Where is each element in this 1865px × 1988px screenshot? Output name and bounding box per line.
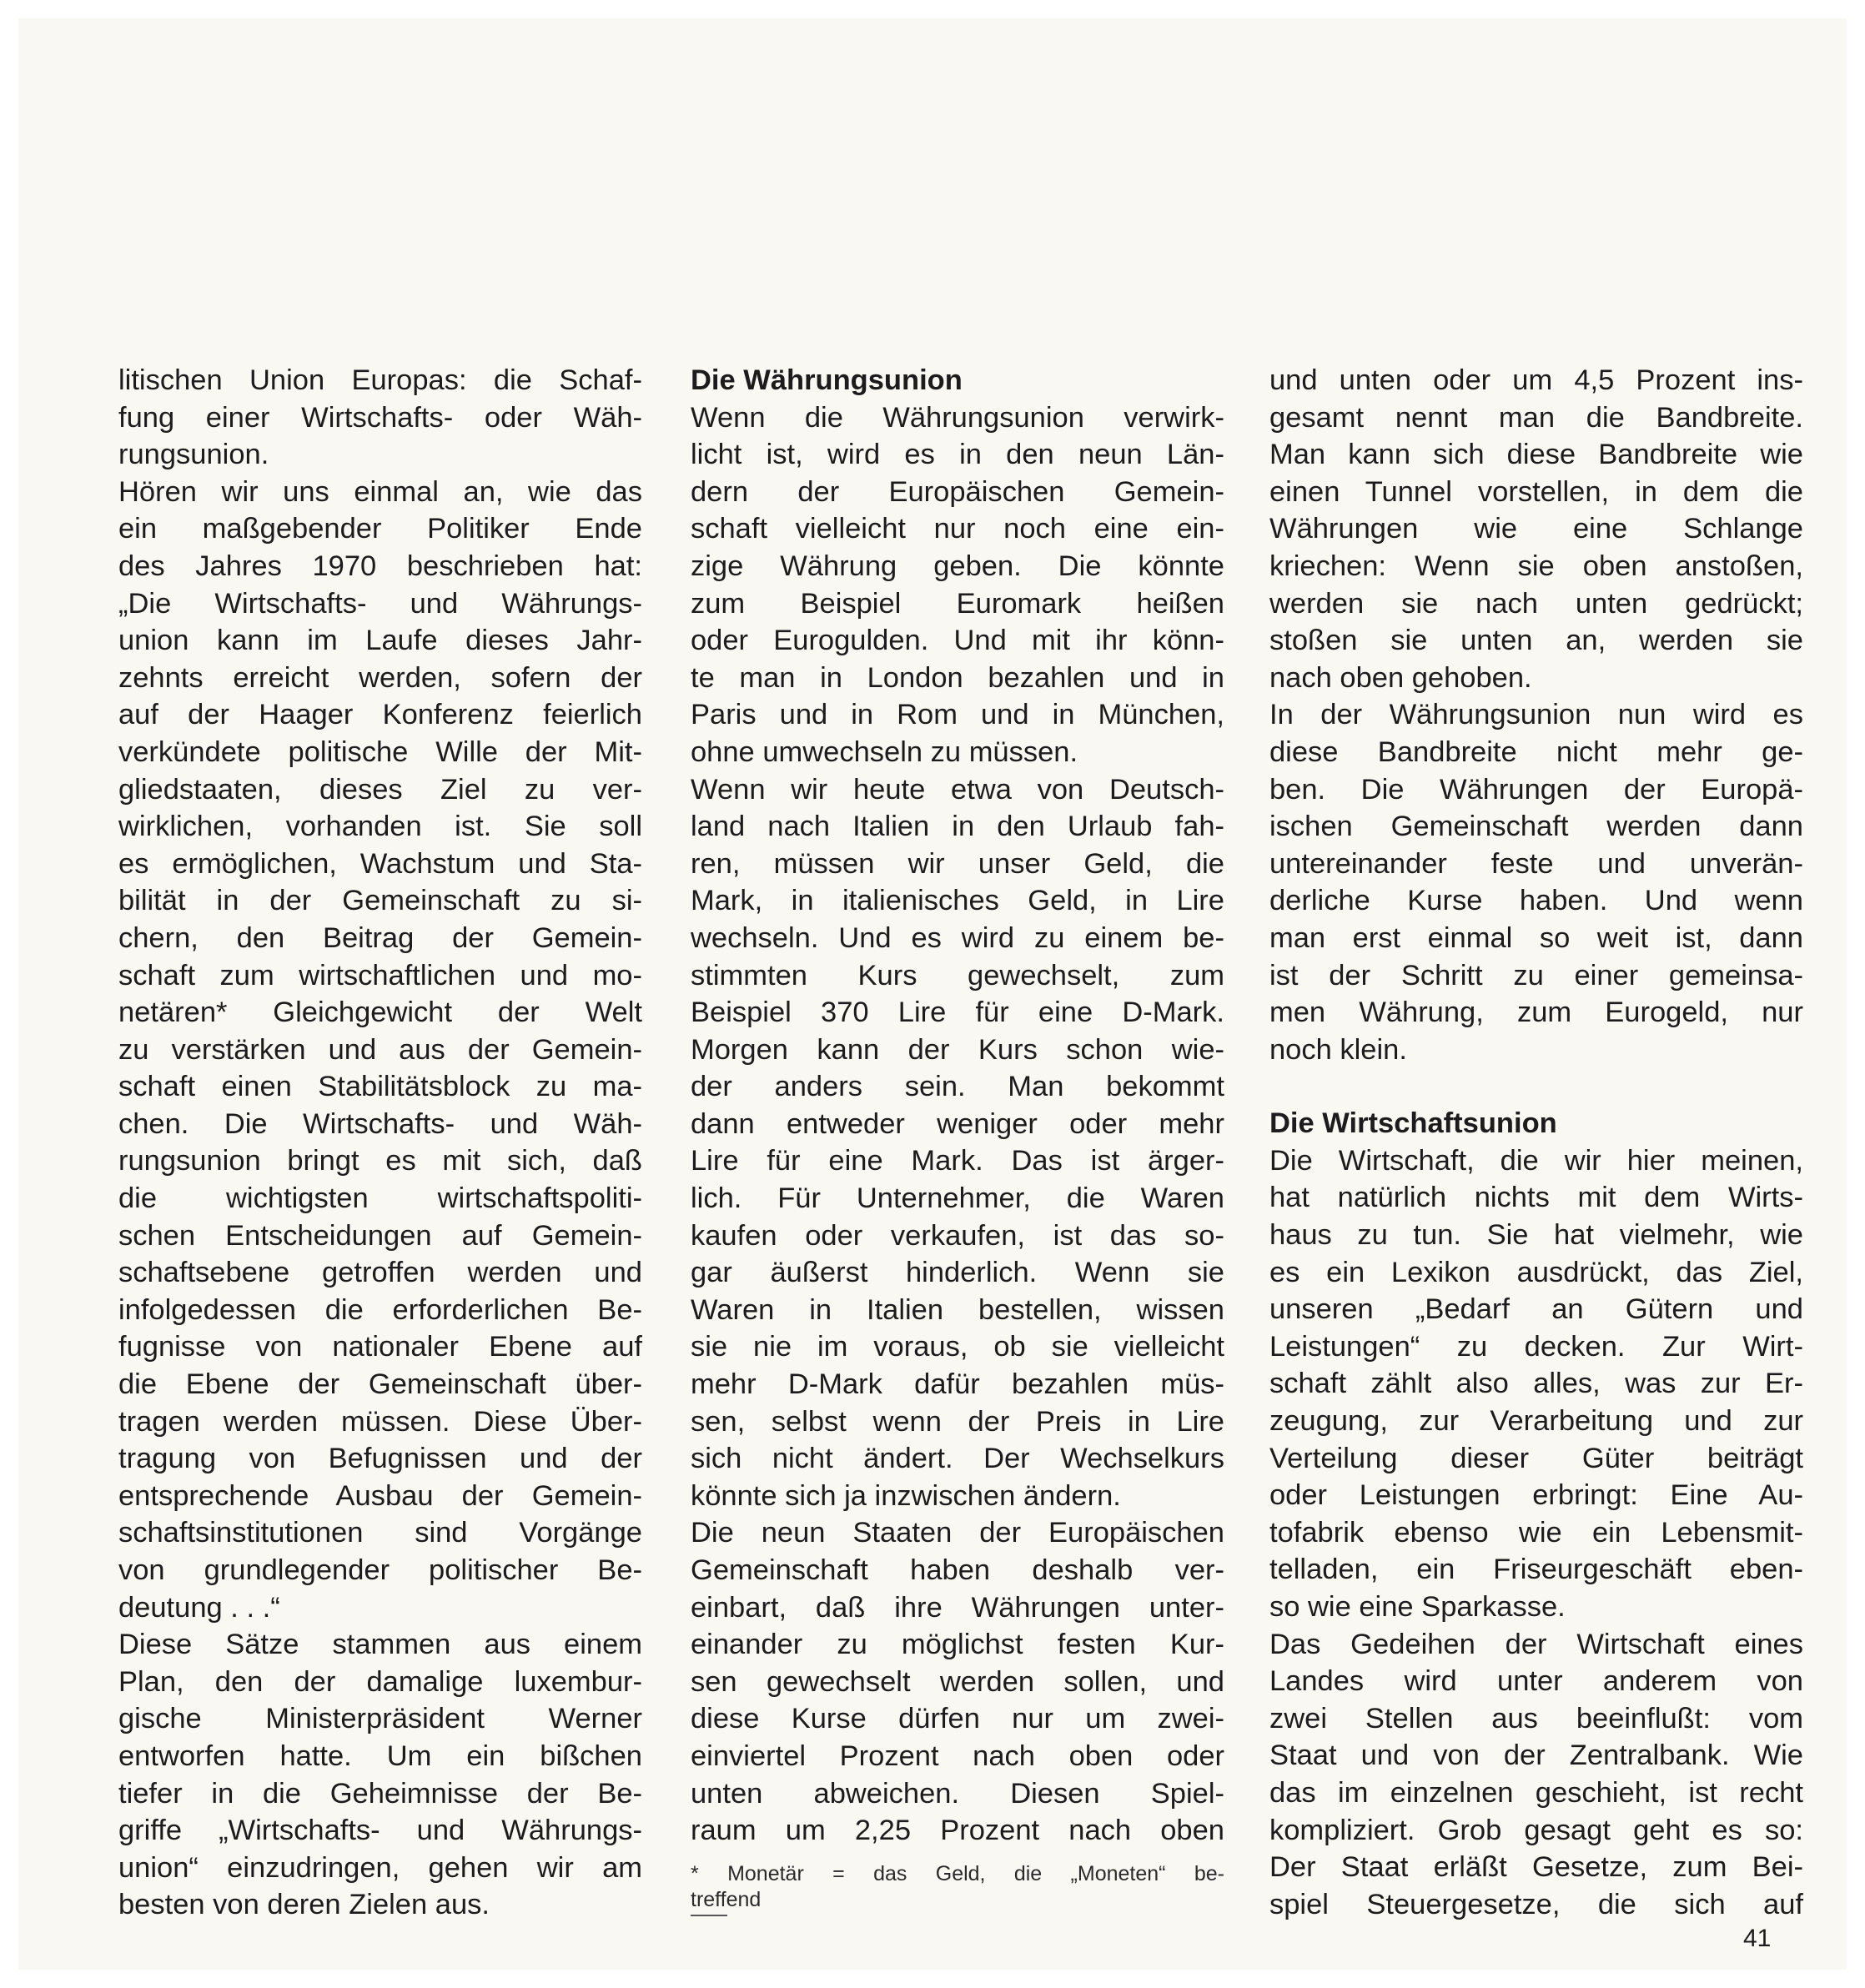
footnote xyxy=(691,1861,1224,1916)
text-line: schaftsinstitutionen sind Vorgänge xyxy=(118,1517,642,1549)
text-line: nach oben gehoben. xyxy=(1269,661,1532,694)
text-line: schaftsebene getroffen werden und xyxy=(118,1257,642,1289)
text-line: ren, müssen wir unser Geld, die xyxy=(691,847,1224,880)
text-line: tragen werden müssen. Diese Über- xyxy=(118,1405,642,1438)
text-line: union kann im Laufe dieses Jahr- xyxy=(118,625,642,657)
text-line: unten abweichen. Diesen Spiel- xyxy=(691,1777,1224,1810)
text-line: zige Währung geben. Die könnte xyxy=(691,550,1224,582)
text-line: sie nie im voraus, ob sie vielleicht xyxy=(691,1331,1224,1363)
text-line: auf der Haager Konferenz feierlich xyxy=(118,699,642,731)
text-line: des Jahres 1970 beschrieben hat: xyxy=(118,550,642,582)
text-line: oder Leistungen erbringt: Eine Au- xyxy=(1269,1479,1803,1512)
text-line: verkündete politische Wille der Mit- xyxy=(118,735,642,768)
text-line: der anders sein. Man bekommt xyxy=(691,1071,1224,1103)
text-column-right xyxy=(1269,362,1803,1923)
text-line: dann entweder weniger oder mehr xyxy=(691,1107,1224,1140)
text-line: rungsunion. xyxy=(118,439,269,471)
text-line: von grundlegender politischer Be- xyxy=(118,1554,642,1586)
text-line: gliedstaaten, dieses Ziel zu ver- xyxy=(118,773,642,806)
text-line: Plan, den der damalige luxembur- xyxy=(118,1665,642,1698)
text-line: Gemeinschaft haben deshalb ver- xyxy=(691,1554,1224,1586)
text-line: ist der Schritt zu einer gemeinsa- xyxy=(1269,959,1803,991)
text-line: zu verstärken und aus der Gemein- xyxy=(118,1033,642,1066)
text-line: es ermöglichen, Wachstum und Sta- xyxy=(118,847,642,880)
text-line: union“ einzudringen, gehen wir am xyxy=(118,1851,642,1884)
text-line: zum Beispiel Euromark heißen xyxy=(691,587,1224,620)
text-line: schen Entscheidungen auf Gemein- xyxy=(118,1219,642,1252)
text-line: zwei Stellen aus beeinflußt: vom xyxy=(1269,1702,1803,1734)
text-line: man erst einmal so weit ist, dann xyxy=(1269,921,1803,954)
text-line: unseren „Bedarf an Gütern und xyxy=(1269,1293,1803,1326)
text-line: Leistungen“ zu decken. Zur Wirt- xyxy=(1269,1330,1803,1363)
text-line: ben. Die Währungen der Europä- xyxy=(1269,773,1803,806)
text-line: zehnts erreicht werden, sofern der xyxy=(118,661,642,694)
text-line: einviertel Prozent nach oben oder xyxy=(691,1740,1224,1772)
text-line: chen. Die Wirtschafts- und Wäh- xyxy=(118,1107,642,1140)
text-line: besten von deren Zielen aus. xyxy=(118,1889,490,1921)
text-line: kaufen oder verkaufen, ist das so- xyxy=(691,1219,1224,1252)
section-heading: Die Wirtschaftsunion xyxy=(1269,1107,1557,1140)
text-line: Lire für eine Mark. Das ist ärger- xyxy=(691,1145,1224,1177)
text-line: noch klein. xyxy=(1269,1033,1407,1066)
text-line: licht ist, wird es in den neun Län- xyxy=(691,439,1224,471)
text-line: deutung . . .“ xyxy=(118,1591,280,1624)
footnote-line: * Monetär = das Geld, die „Moneten“ be- xyxy=(691,1861,1224,1885)
text-line: schaft zählt also alles, was zur Er- xyxy=(1269,1368,1803,1400)
text-line: das im einzelnen geschieht, ist recht xyxy=(1269,1776,1803,1809)
text-line: wechseln. Und es wird zu einem be- xyxy=(691,921,1224,954)
text-line: entworfen hatte. Um ein bißchen xyxy=(118,1740,642,1772)
text-line: schaft vielleicht nur noch eine ein- xyxy=(691,513,1224,545)
text-line: und unten oder um 4,5 Prozent ins- xyxy=(1269,364,1803,396)
text-line: Der Staat erläßt Gesetze, zum Bei- xyxy=(1269,1851,1803,1884)
text-line: die Ebene der Gemeinschaft über- xyxy=(118,1368,642,1401)
text-line: Währungen wie eine Schlange xyxy=(1269,513,1803,545)
section-heading: Die Währungsunion xyxy=(691,364,963,396)
text-line: netären* Gleichgewicht der Welt xyxy=(118,997,642,1029)
text-line: ischen Gemeinschaft werden dann xyxy=(1269,811,1803,843)
text-line: chern, den Beitrag der Gemein- xyxy=(118,921,642,954)
text-line: derliche Kurse haben. Und wenn xyxy=(1269,885,1803,917)
text-line: fung einer Wirtschafts- oder Wäh- xyxy=(118,401,642,434)
text-line: schaft einen Stabilitätsblock zu ma- xyxy=(118,1071,642,1103)
text-line: fugnisse von nationaler Ebene auf xyxy=(118,1331,642,1363)
text-line: stoßen sie unten an, werden sie xyxy=(1269,625,1803,657)
text-line: land nach Italien in den Urlaub fah- xyxy=(691,811,1224,843)
text-line: diese Bandbreite nicht mehr ge- xyxy=(1269,735,1803,768)
text-line: tofabrik ebenso wie ein Lebensmit- xyxy=(1269,1516,1803,1549)
text-line: kompliziert. Grob gesagt geht es so: xyxy=(1269,1814,1803,1846)
text-line: „Die Wirtschafts- und Währungs- xyxy=(118,587,642,620)
text-line: Das Gedeihen der Wirtschaft eines xyxy=(1269,1628,1803,1660)
text-line: entsprechende Ausbau der Gemein- xyxy=(118,1479,642,1512)
text-line: Man kann sich diese Bandbreite wie xyxy=(1269,439,1803,471)
text-line: es ein Lexikon ausdrückt, das Ziel, xyxy=(1269,1256,1803,1288)
text-column-middle xyxy=(691,362,1224,1916)
text-line: lich. Für Unternehmer, die Waren xyxy=(691,1182,1224,1215)
text-line: werden sie nach unten gedrückt; xyxy=(1269,587,1803,620)
text-column-left xyxy=(118,362,642,1924)
footnote-line: treffend xyxy=(691,1887,762,1911)
text-line: einbart, daß ihre Währungen unter- xyxy=(691,1591,1224,1624)
text-line: ohne umwechseln zu müssen. xyxy=(691,735,1078,768)
text-line: infolgedessen die erforderlichen Be- xyxy=(118,1293,642,1326)
text-line: spiel Steuergesetze, die sich auf xyxy=(1269,1888,1803,1920)
text-line: litischen Union Europas: die Schaf- xyxy=(118,364,642,396)
text-line: haus zu tun. Sie hat vielmehr, wie xyxy=(1269,1219,1803,1252)
text-line: Die neun Staaten der Europäischen xyxy=(691,1517,1224,1549)
text-line: einander zu möglichst festen Kur- xyxy=(691,1629,1224,1661)
page-number: 41 xyxy=(1743,1925,1772,1952)
text-line: sich nicht ändert. Der Wechselkurs xyxy=(691,1443,1224,1475)
text-line: tragung von Befugnissen und der xyxy=(118,1443,642,1475)
text-line: dern der Europäischen Gemein- xyxy=(691,475,1224,508)
text-line: gesamt nennt man die Bandbreite. xyxy=(1269,401,1803,434)
text-line: schaft zum wirtschaftlichen und mo- xyxy=(118,959,642,991)
text-line: gar äußerst hinderlich. Wenn sie xyxy=(691,1257,1224,1289)
text-line: könnte sich ja inzwischen ändern. xyxy=(691,1479,1121,1512)
text-line: sen, selbst wenn der Preis in Lire xyxy=(691,1405,1224,1438)
text-line: Verteilung dieser Güter beiträgt xyxy=(1269,1442,1803,1474)
text-line: Wenn wir heute etwa von Deutsch- xyxy=(691,773,1224,806)
text-line: Staat und von der Zentralbank. Wie xyxy=(1269,1740,1803,1772)
text-line: bilität in der Gemeinschaft zu si- xyxy=(118,885,642,917)
text-line: sen gewechselt werden sollen, und xyxy=(691,1665,1224,1698)
footnote-rule xyxy=(691,1915,727,1916)
page-sheet xyxy=(18,18,1847,1970)
text-line: Die Wirtschaft, die wir hier meinen, xyxy=(1269,1144,1803,1177)
text-line: telladen, ein Friseurgeschäft eben- xyxy=(1269,1554,1803,1586)
text-line: griffe „Wirtschafts- und Währungs- xyxy=(118,1815,642,1847)
text-line: einen Tunnel vorstellen, in dem die xyxy=(1269,475,1803,508)
text-line: wirklichen, vorhanden ist. Sie soll xyxy=(118,811,642,843)
text-line: zeugung, zur Verarbeitung und zur xyxy=(1269,1405,1803,1438)
text-line: rungsunion bringt es mit sich, daß xyxy=(118,1145,642,1177)
text-line: raum um 2,25 Prozent nach oben xyxy=(691,1815,1224,1847)
text-line: Morgen kann der Kurs schon wie- xyxy=(691,1033,1224,1066)
text-line: te man in London bezahlen und in xyxy=(691,661,1224,694)
text-line: gische Ministerpräsident Werner xyxy=(118,1703,642,1735)
text-line: diese Kurse dürfen nur um zwei- xyxy=(691,1703,1224,1735)
text-line: untereinander feste und unverän- xyxy=(1269,847,1803,880)
text-line: Paris und in Rom und in München, xyxy=(691,699,1224,731)
text-line: Waren in Italien bestellen, wissen xyxy=(691,1293,1224,1326)
text-line: stimmten Kurs gewechselt, zum xyxy=(691,959,1224,991)
text-line: Diese Sätze stammen aus einem xyxy=(118,1629,642,1661)
text-line: tiefer in die Geheimnisse der Be- xyxy=(118,1777,642,1810)
text-line: Hören wir uns einmal an, wie das xyxy=(118,475,642,508)
text-line: kriechen: Wenn sie oben anstoßen, xyxy=(1269,550,1803,582)
text-line: Landes wird unter anderem von xyxy=(1269,1665,1803,1698)
text-line: men Währung, zum Eurogeld, nur xyxy=(1269,997,1803,1029)
text-line: mehr D-Mark dafür bezahlen müs- xyxy=(691,1368,1224,1401)
text-line: so wie eine Sparkasse. xyxy=(1269,1591,1566,1623)
text-line: ein maßgebender Politiker Ende xyxy=(118,513,642,545)
text-line: Wenn die Währungsunion verwirk- xyxy=(691,401,1224,434)
text-line: In der Währungsunion nun wird es xyxy=(1269,699,1803,731)
paragraph-gap xyxy=(1269,1068,1803,1105)
text-line: Beispiel 370 Lire für eine D-Mark. xyxy=(691,997,1224,1029)
text-line: hat natürlich nichts mit dem Wirts- xyxy=(1269,1182,1803,1214)
text-line: die wichtigsten wirtschaftspoliti- xyxy=(118,1182,642,1215)
text-line: oder Eurogulden. Und mit ihr könn- xyxy=(691,625,1224,657)
text-line: Mark, in italienisches Geld, in Lire xyxy=(691,885,1224,917)
